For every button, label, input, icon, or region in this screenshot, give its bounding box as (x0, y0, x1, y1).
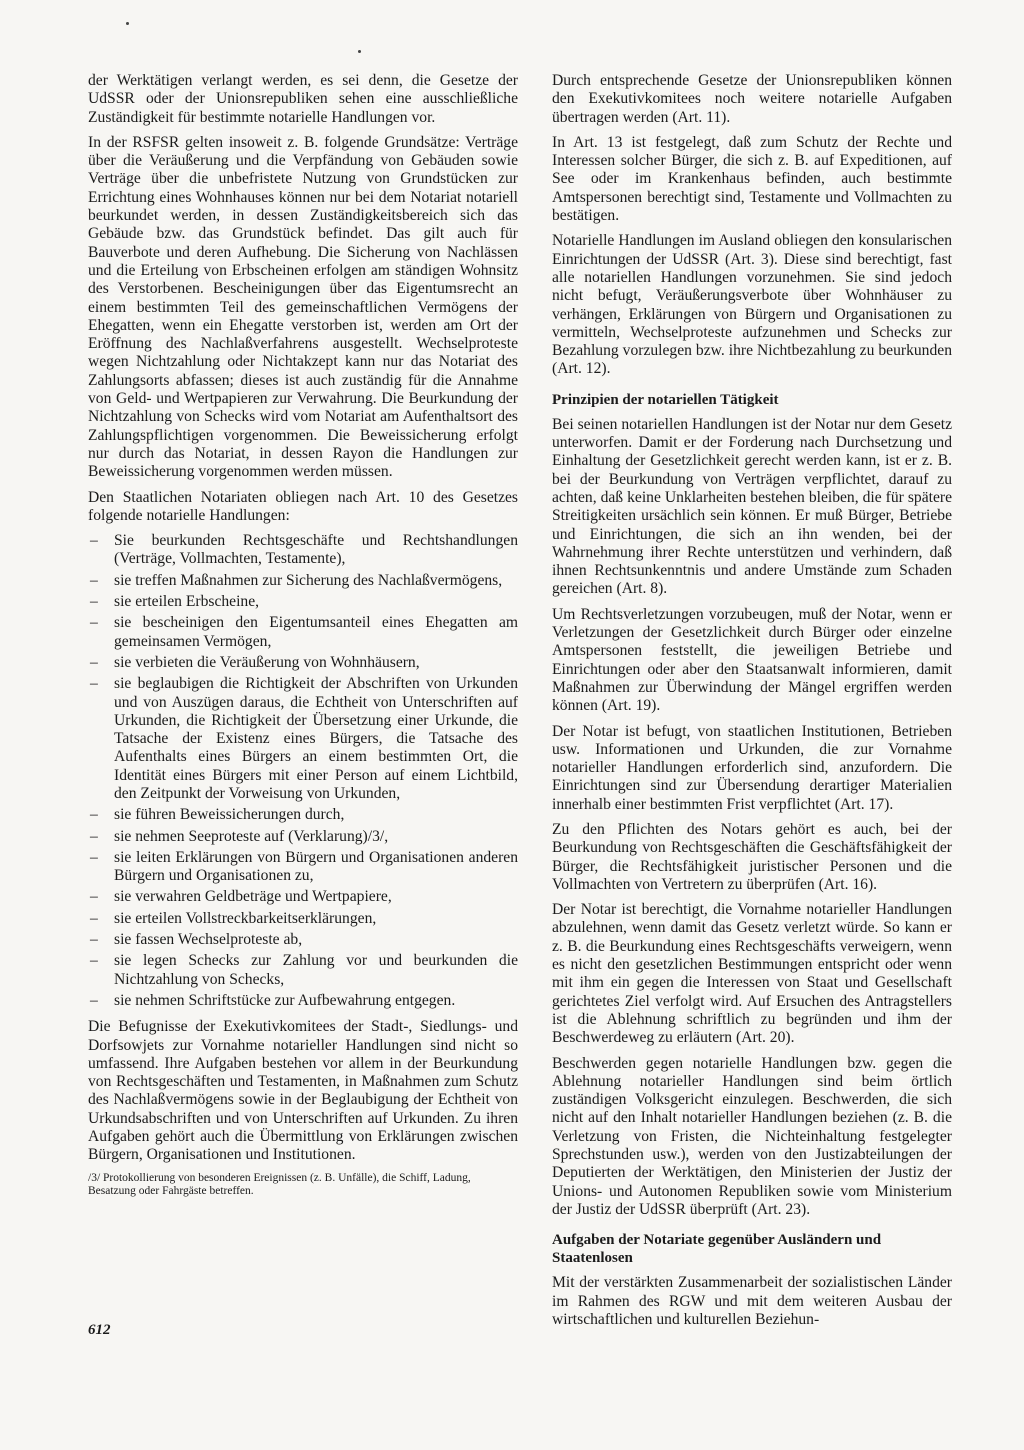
paragraph: Durch entsprechende Gesetze der Unionsrepubliken können den Exekutivkomitees noch weitere notarielle Aufgaben übertragen werden (Art. 11). (552, 72, 952, 126)
paragraph: Bei seinen notariellen Handlungen ist der Notar nur dem Gesetz unterworfen. Damit er der Forderung nach Durchsetzung und Einhaltung der Gesetzlichkeit gerecht werden kann, ist er z. B. bei der Beurkundung von Verträgen verpflichtet, darauf zu achten, daß keine Unklarheiten bestehen bleiben, die für spätere Streitigkeiten ursächlich sein können. Er muß Bürger, Betriebe und Einrichtungen, die sich an ihn wenden, bei der Wahrnehmung ihrer Rechte unterstützen und verhindern, daß ihnen Rechtsunkenntnis und andere Umstände zum Schaden gereichen (Art. 8). (552, 415, 952, 598)
list-item: – sie erteilen Erbscheine, (88, 593, 518, 611)
paragraph: Die Befugnisse der Exekutivkomitees der Stadt-, Siedlungs- und Dorfsowjets zur Vornahme notarieller Handlungen sind nicht so umfassend. Ihre Aufgaben bestehen vor allem in der Beurkundung von Rechtsgeschäften und Testamenten, in Maßnahmen zum Schutz des Nachlaßvermögens sowie in der Beglaubigung der Echtheit von Urkundsabschriften und von Unterschriften auf Urkunden. Zu ihren Aufgaben gehört auch die Übermittlung von Erklärungen zwischen Bürgern, Organisationen und Institutionen. (88, 1018, 518, 1164)
paragraph: In Art. 13 ist festgelegt, daß zum Schutz der Rechte und Interessen solcher Bürger, die sich z. B. auf Expeditionen, auf See oder im Krankenhaus befinden, auch bestimmte Amtspersonen berechtigt sind, Testamente und Vollmachten zu bestätigen. (552, 133, 952, 225)
paragraph: In der RSFSR gelten insoweit z. B. folgende Grundsätze: Verträge über die Veräußerung und die Verpfändung von Gebäuden sowie Verträge über die unbefristete Nutzung von Grundstücken zur Errichtung eines Wohnhauses können nur bei dem Notariat notariell beurkundet werden, in dessen Zuständigkeitsbereich sich das Gebäude bzw. das Grundstück befindet. Das gilt auch für Bauverbote und deren Aufhebung. Die Sicherung von Nachlässen und die Erteilung von Erbscheinen erfolgen am ständigen Wohnsitz des Verstorbenen. Bescheinigungen über das Eigentumsrecht an einem bestimmten Teil des gemeinschaftlichen Vermögens der Ehegatten, wenn ein Ehegatte verstorben ist, werden am Ort der Eröffnung des Nachlaßverfahrens ausgestellt. Wechselproteste wegen Nichtzahlung oder Nichtakzept kann nur das Notariat des Zahlungsorts abfassen; dieses ist auch zuständig für die Annahme von Geld- und Wertpapieren zur Verwahrung. Die Beurkundung der Nichtzahlung von Schecks wird vom Notariat am Aufenthaltsort des Zahlungspflichtigen vorgenommen. Die Beweissicherung erfolgt nur durch das Notariat, in dessen Rayon die Handlungen zur Beweissicherung vorgenommen werden müssen. (88, 133, 518, 481)
list-item: – sie nehmen Seeproteste auf (Verklarung)/3/, (88, 828, 518, 846)
page-number: 612 (88, 1322, 111, 1338)
paragraph: Den Staatlichen Notariaten obliegen nach Art. 10 des Gesetzes folgende notarielle Handlungen: (88, 488, 518, 524)
list-item: – sie leiten Erklärungen von Bürgern und Organisationen anderen Bürgern und Organisationen zu, (88, 849, 518, 886)
list-item: – sie beglaubigen die Richtigkeit der Abschriften von Urkunden und von Auszügen daraus, die Echtheit von Unterschriften auf Urkunden, die Richtigkeit der Übersetzung einer Urkunde, die Tatsache der Existenz eines Bürgers, die Tatsache des Aufenthalts eines Bürgers an einem bestimmten Ort, die Identität eines Bürgers mit einer Person auf einem Lichtbild, den Zeitpunkt der Vorweisung von Urkunden, (88, 675, 518, 803)
list-item: – sie führen Beweissicherungen durch, (88, 806, 518, 824)
left-column (88, 72, 518, 1206)
right-column (552, 72, 952, 1336)
paragraph: Der Notar ist befugt, von staatlichen Institutionen, Betrieben usw. Informationen und Urkunden, die zur Vornahme notarieller Handlungen erforderlich sind, anzufordern. Die Einrichtungen sind zur Übersendung derartiger Materialien innerhalb einer bestimmten Frist verpflichtet (Art. 17). (552, 722, 952, 813)
list-item: – sie verbieten die Veräußerung von Wohnhäusern, (88, 654, 518, 672)
paragraph: Notarielle Handlungen im Ausland obliegen den konsularischen Einrichtungen der UdSSR (Art. 3). Diese sind berechtigt, fast alle notariellen Handlungen vorzunehmen. Sie sind jedoch nicht befugt, Veräußerungsverbote über Wohnhäuser zu verhängen, Erklärungen von Bürgern und Organisationen zu vermitteln, Wechselproteste aufzunehmen und Schecks zur Bezahlung vorzulegen bzw. ihre Nichtbezahlung zu beurkunden (Art. 12). (552, 232, 952, 378)
list-item: – sie verwahren Geldbeträge und Wertpapiere, (88, 888, 518, 906)
list-item: – sie fassen Wechselproteste ab, (88, 931, 518, 949)
list-item: – sie erteilen Vollstreckbarkeitserklärungen, (88, 910, 518, 928)
paragraph: Zu den Pflichten des Notars gehört es auch, bei der Beurkundung von Rechtsgeschäften die Geschäftsfähigkeit der Bürger, die Rechtsfähigkeit juristischer Personen und die Vollmachten von Vertretern zu überprüfen (Art. 16). (552, 820, 952, 893)
list-item: – sie nehmen Schriftstücke zur Aufbewahrung entgegen. (88, 992, 518, 1010)
list-item: – sie legen Schecks zur Zahlung vor und beurkunden die Nichtzahlung von Schecks, (88, 952, 518, 989)
print-speck (358, 50, 361, 53)
paragraph: Mit der verstärkten Zusammenarbeit der sozialistischen Länder im Rahmen des RGW und mit dem weiteren Ausbau der wirtschaftlichen und kulturellen Beziehun- (552, 1274, 952, 1328)
paragraph: der Werktätigen verlangt werden, es sei denn, die Gesetze der UdSSR oder der Unionsrepubliken sehen eine ausschließliche Zuständigkeit für bestimmte notarielle Handlungen vor. (88, 72, 518, 126)
section-heading: Prinzipien der notariellen Tätigkeit (552, 391, 779, 408)
list-item: – sie bescheinigen den Eigentumsanteil eines Ehegatten am gemeinsamen Vermögen, (88, 614, 518, 651)
list-item: – Sie beurkunden Rechtsgeschäfte und Rechtshandlungen (Verträge, Vollmachten, Testamente), (88, 532, 518, 569)
paragraph: Der Notar ist berechtigt, die Vornahme notarieller Handlungen abzulehnen, wenn damit das Gesetz verletzt würde. So kann er z. B. die Beurkundung eines Rechtsgeschäfts verweigern, wenn es nicht den gesetzlichen Bestimmungen entspricht oder wenn mit ihm ein gegen die Interessen von Staat und Gesellschaft gerichtetes Ziel verfolgt wird. Auf Ersuchen des Antragstellers ist die Ablehnung schriftlich zu begründen und ihm der Beschwerdeweg zu erläutern (Art. 20). (552, 901, 952, 1047)
paragraph: Um Rechtsverletzungen vorzubeugen, muß der Notar, wenn er Verletzungen der Gesetzlichkeit durch Bürger oder einzelne Amtspersonen feststellt, die jeweiligen Betriebe und Einrichtungen oder aber den Staatsanwalt informieren, damit Maßnahmen zur Überwindung der Mängel ergriffen werden können (Art. 19). (552, 605, 952, 715)
notarial-actions-list (88, 532, 518, 1010)
list-item: – sie treffen Maßnahmen zur Sicherung des Nachlaßvermögens, (88, 572, 518, 590)
paragraph: Beschwerden gegen notarielle Handlungen bzw. gegen die Ablehnung notarieller Handlungen sind beim örtlich zuständigen Volksgericht einzulegen. Beschwerden, die sich nicht auf den Inhalt notarieller Handlungen beziehen (z. B. die Verletzung von Fristen, die Nichteinhaltung festgelegter Sprechstunden usw.), werden von den Justizabteilungen der Deputierten der Werktätigen, den Ministerien der Justiz der Unions- und Autonomen Republiken sowie vom Ministerium der Justiz der UdSSR überprüft (Art. 23). (552, 1054, 952, 1218)
print-speck (126, 22, 129, 25)
section-heading: Aufgaben der Notariate gegenüber Ausländern und Staatenlosen (552, 1232, 882, 1267)
footnote: /3/ Protokollierung von besonderen Ereignissen (z. B. Unfälle), die Schiff, Ladung, Besatzung oder Fahrgäste betreffen. (88, 1171, 471, 1198)
